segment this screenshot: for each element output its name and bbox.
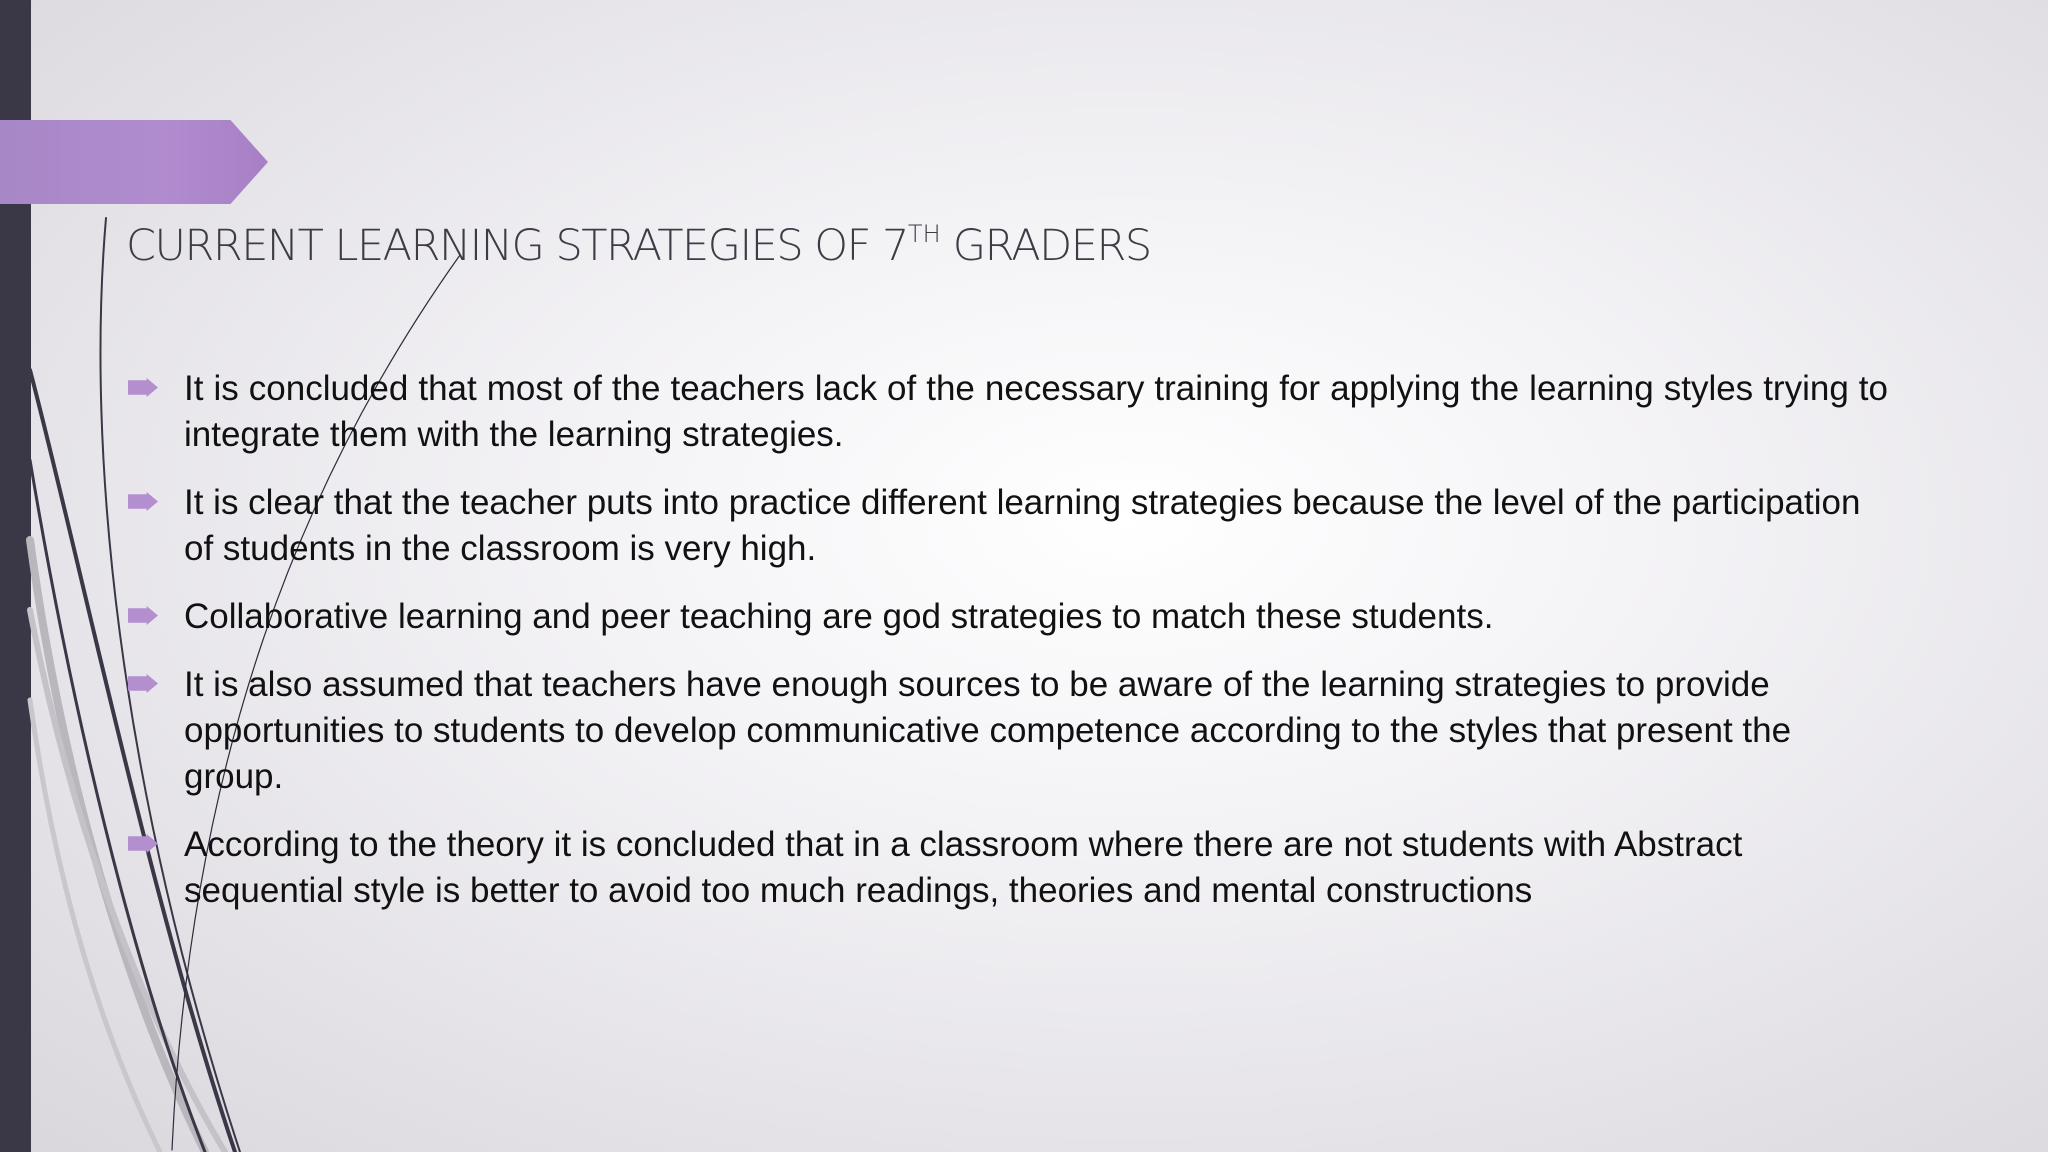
bullet-arrow-icon: [128, 492, 158, 511]
bullet-arrow-icon: [128, 606, 158, 625]
accent-banner-arrow: [0, 120, 268, 204]
bullet-item: [128, 480, 1888, 572]
bullet-text: It is clear that the teacher puts into practice different learning strategies because the level of the participation of students in the classroom is very high.: [184, 483, 1861, 568]
bullet-item: [128, 594, 1888, 640]
bullet-text: According to the theory it is concluded that in a classroom where there are not students with Abstract sequential style is better to avoid too much readings, theories and mental constructions: [184, 825, 1743, 910]
bullet-text: Collaborative learning and peer teaching are god strategies to match these students.: [184, 597, 1494, 636]
bullet-text: It is concluded that most of the teachers lack of the necessary training for applying the learning styles trying to integrate them with the learning strategies.: [184, 369, 1888, 454]
title-superscript: TH: [907, 220, 941, 248]
bullet-item: [128, 822, 1888, 914]
slide-title: [126, 220, 1151, 271]
bullet-text: It is also assumed that teachers have enough sources to be aware of the learning strategies to provide opportunities to students to develop communicative competence according to the styles that present the group.: [184, 665, 1792, 796]
bullet-list: [128, 366, 1888, 936]
bullet-arrow-icon: [128, 674, 158, 693]
bullet-item: [128, 366, 1888, 458]
bullet-item: [128, 662, 1888, 800]
title-main-text: CURRENT LEARNING STRATEGIES OF 7: [126, 221, 908, 271]
title-tail-text: GRADERS: [940, 221, 1151, 271]
bullet-arrow-icon: [128, 834, 158, 853]
bullet-arrow-icon: [128, 378, 158, 397]
